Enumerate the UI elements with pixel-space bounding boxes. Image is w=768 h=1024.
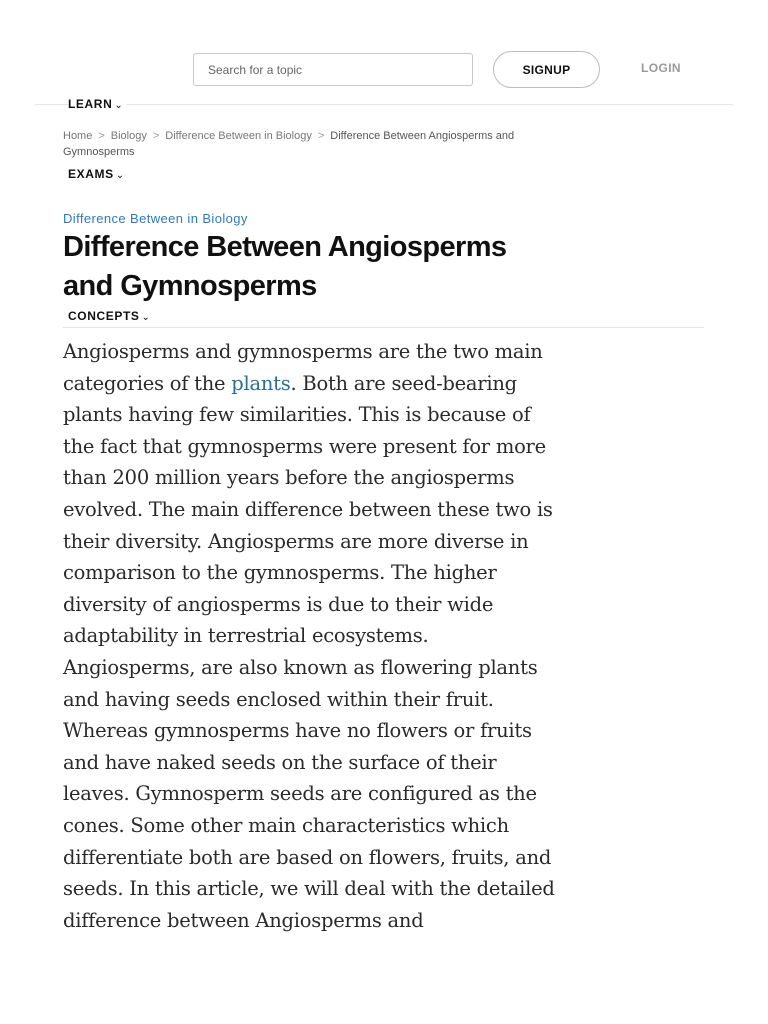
breadcrumb-separator: > [98, 130, 105, 142]
article-body-intro: Angiosperms and gymnosperms are the two main categories of the [63, 340, 543, 395]
breadcrumb-separator: > [317, 130, 325, 142]
title-divider [63, 327, 704, 328]
chevron-down-icon: ⌄ [141, 312, 151, 323]
breadcrumb-home[interactable]: Home [63, 130, 93, 142]
chevron-down-icon: ⌄ [115, 170, 125, 181]
learn-menu-label: LEARN [68, 97, 113, 111]
chevron-down-icon: ⌄ [114, 100, 124, 111]
exams-menu-label: EXAMS [68, 167, 114, 181]
search-input[interactable] [193, 53, 473, 86]
page-title: Difference Between Angiosperms and Gymnosperms [63, 231, 507, 302]
concepts-menu-label: CONCEPTS [68, 309, 140, 323]
breadcrumb-difference-between-in-biology[interactable]: Difference Between in Biology [165, 130, 312, 142]
exams-menu[interactable] [68, 167, 129, 183]
breadcrumb-biology[interactable]: Biology [110, 130, 147, 142]
breadcrumb-separator: > [152, 130, 160, 142]
breadcrumb-current: Difference Between Angiosperms and Gymnosperms [63, 130, 515, 158]
breadcrumb [63, 128, 543, 160]
article-body-rest: . Both are seed-bearing plants having few similarities. This is because of the fact that gymnosperms were present for more than 200 million years before the angiosperms evolved. The main difference between these two is their diversity. Angiosperms are more diverse in comparison to the gymnosperms. The higher diversity of angiosperms is due to their wide adaptability in terrestrial ecosystems. Angiosperms, are also known as flowering plants and having seeds enclosed within their fruit. Whereas gymnosperms have no flowers or fruits and have naked seeds on the surface of their leaves. Gymnosperm seeds are configured as the cones. Some other main characteristics which differentiate both are based on flowers, fruits, and seeds. In this article, we will deal with the detailed difference between Angiosperms and [63, 371, 555, 932]
learn-menu[interactable] [68, 97, 127, 113]
concepts-menu[interactable] [68, 309, 154, 325]
signup-button[interactable]: SIGNUP [493, 51, 600, 88]
login-button[interactable]: LOGIN [641, 61, 681, 75]
plants-link[interactable]: plants [231, 371, 291, 395]
article-body [63, 336, 555, 936]
header-divider [35, 104, 733, 105]
article-category-link[interactable]: Difference Between in Biology [63, 211, 248, 226]
